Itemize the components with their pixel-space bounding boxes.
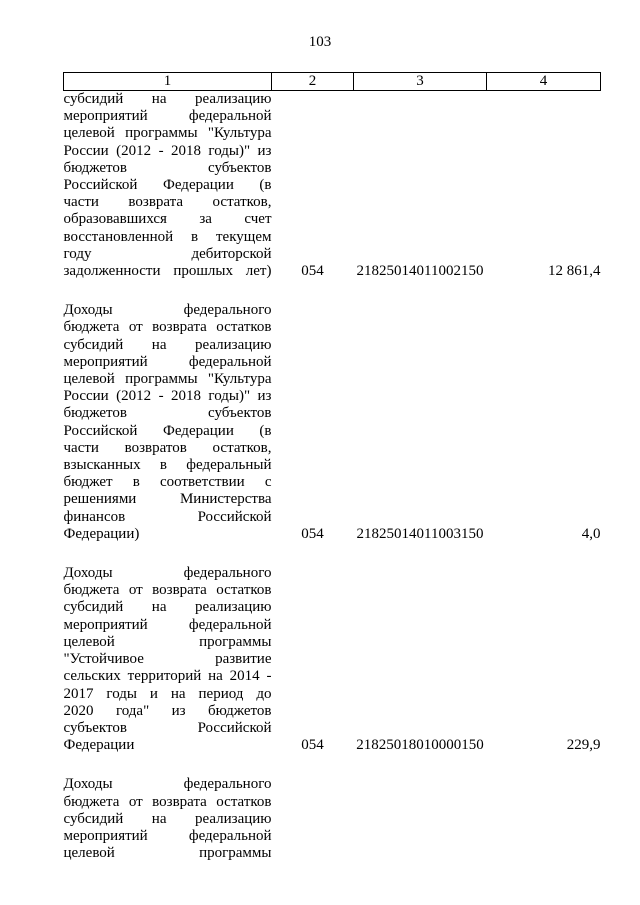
description-line: Доходы федерального [63,776,272,793]
description-line: бюджета от возврата остатков [63,793,272,810]
row-kbk: 21825014011003150 [356,525,484,542]
description-line: 2020 года" из бюджетов [63,702,272,719]
table-row [64,91,601,281]
description-line: целевой программы [63,633,272,650]
column-header-1: 1 [64,73,272,91]
page-number: 103 [308,34,332,50]
description-line: задолженности прошлых лет) [63,263,272,280]
row-kbk [354,776,487,862]
description-line: бюджета от возврата остатков [63,582,272,599]
description-line: бюджетов субъектов [63,159,272,176]
column-header-2: 2 [272,73,354,91]
description-line: Федерации) [63,525,140,542]
description-line: субсидий на реализацию [63,599,272,616]
description-line: субсидий на реализацию [63,91,272,107]
description-line: 2017 годы и на период до [63,685,272,702]
description-line: части возвратов остатков, [63,439,272,456]
description-line: России (2012 - 2018 годы)" из [63,142,272,159]
row-amount: 12 861,4 [548,263,601,280]
row-amount: 4,0 [581,525,601,542]
row-amount: 229,9 [566,737,601,754]
description-line: решениями Министерства [63,491,272,508]
table-row [64,565,601,754]
description-line: "Устойчивое развитие [63,651,272,668]
description-line: субсидий на реализацию [63,336,272,353]
description-line: образовавшихся за счет [63,211,272,228]
table-body [64,91,601,863]
description-line: Российской Федерации (в [63,177,272,194]
column-header-4: 4 [487,73,601,91]
description-line: бюджет в соответствии с [63,474,272,491]
description-line: субсидий на реализацию [63,810,272,827]
description-line: восстановленной в текущем [63,228,272,245]
row-description [64,776,272,862]
description-line: Федерации [63,737,135,754]
row-spacer [64,754,601,776]
table-row [64,776,601,862]
description-line: Доходы федерального [63,302,272,319]
description-line: году дебиторской [63,245,272,262]
row-kbk: 21825014011002150 [356,263,484,280]
description-line: мероприятий федеральной [63,108,272,125]
row-code: 054 [301,525,324,542]
description-line: Доходы федерального [63,565,272,582]
table-header-row [64,73,601,91]
description-line: бюджетов субъектов [63,405,272,422]
row-spacer [64,543,601,565]
row-description [64,302,272,543]
description-line: мероприятий федеральной [63,827,272,844]
row-description [64,565,272,754]
description-line: части возврата остатков, [63,194,272,211]
row-kbk: 21825018010000150 [356,737,484,754]
row-code [272,776,354,862]
description-line: сельских территорий на 2014 - [63,668,272,685]
row-amount [487,776,601,862]
description-line: бюджета от возврата остатков [63,319,272,336]
description-line: мероприятий федеральной [63,616,272,633]
row-description [64,91,272,281]
description-line: целевой программы "Культура [63,125,272,142]
description-line: целевой программы [63,845,272,862]
description-line: целевой программы "Культура [63,371,272,388]
table-row [64,302,601,543]
column-header-3: 3 [354,73,487,91]
description-line: Российской Федерации (в [63,422,272,439]
row-spacer [64,280,601,302]
row-code: 054 [301,263,324,280]
description-line: мероприятий федеральной [63,353,272,370]
row-code: 054 [301,737,324,754]
description-line: России (2012 - 2018 годы)" из [63,388,272,405]
description-line: субъектов Российской [63,719,272,736]
budget-table [63,72,601,862]
description-line: взысканных в федеральный [63,457,272,474]
description-line: финансов Российской [63,508,272,525]
